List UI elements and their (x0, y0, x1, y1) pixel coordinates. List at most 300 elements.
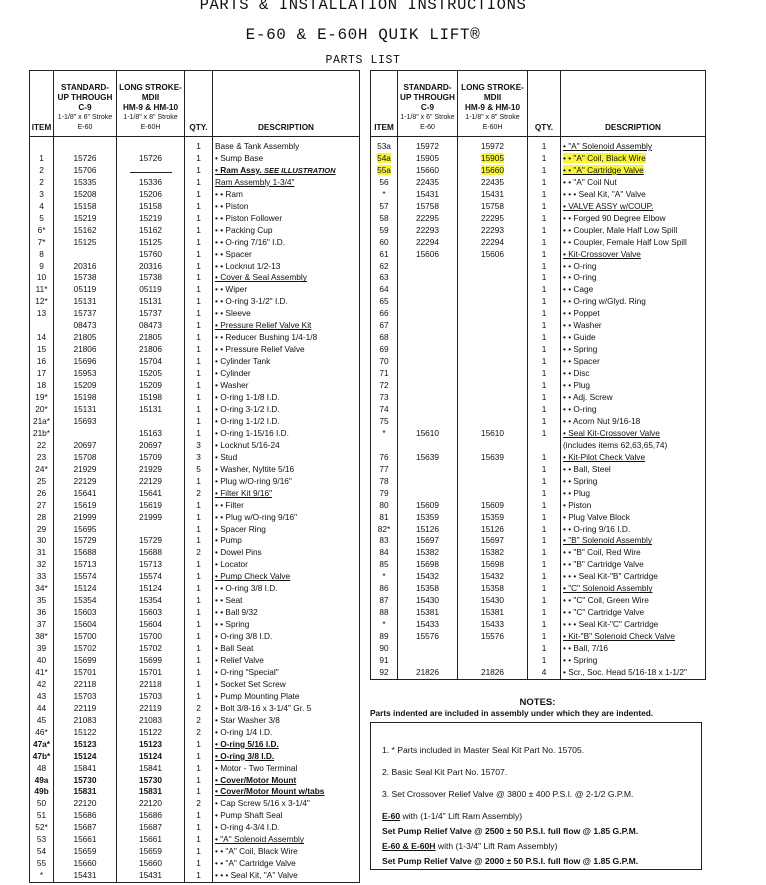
item-cell (30, 428, 54, 440)
item-cell (30, 177, 54, 189)
description-cell (213, 189, 360, 201)
description-cell (561, 559, 706, 571)
item-cell (371, 476, 398, 488)
description-cell (213, 822, 360, 834)
description-cell (213, 798, 360, 810)
standard-part-cell-text: 08473 (73, 320, 97, 331)
item-cell (30, 858, 54, 870)
standard-part-cell (398, 237, 458, 249)
standard-part-cell-text: 15335 (73, 176, 97, 187)
item-cell (371, 452, 398, 464)
item-cell-text: 4 (39, 200, 44, 211)
description-cell-text: • • Ball, 7/16 (563, 643, 609, 654)
standard-part-cell (54, 249, 117, 261)
item-cell (30, 715, 54, 727)
long-stroke-part-cell-text: 15687 (138, 822, 163, 833)
qty-cell (528, 416, 561, 428)
item-cell (30, 655, 54, 667)
standard-part-cell (398, 177, 458, 189)
item-cell-text: 12* (35, 296, 48, 307)
long-stroke-part-cell (458, 535, 528, 547)
qty-cell (528, 308, 561, 320)
long-stroke-part-cell-text: 15697 (480, 535, 505, 546)
qty-cell (185, 583, 213, 595)
standard-part-cell (54, 272, 117, 284)
long-stroke-part-cell (117, 189, 185, 201)
item-cell (30, 500, 54, 512)
item-cell-text: 55 (36, 858, 47, 869)
standard-part-cell (54, 237, 117, 249)
qty-cell (185, 416, 213, 428)
standard-part-cell (54, 858, 117, 870)
qty-cell-text: 1 (541, 176, 547, 187)
long-stroke-part-cell (117, 667, 185, 679)
item-cell-text: 25 (36, 475, 47, 486)
item-cell (30, 559, 54, 571)
description-cell-text: • • Piston Follower (215, 212, 283, 223)
long-stroke-part-cell (117, 739, 185, 751)
description-cell-text: • • Piston (215, 200, 249, 211)
standard-part-cell-text: 15699 (73, 654, 97, 665)
standard-part-cell (398, 524, 458, 536)
standard-part-cell-text: 15738 (73, 272, 97, 283)
table-row (371, 524, 706, 536)
table-row (30, 153, 360, 165)
qty-cell-text: 1 (541, 654, 547, 665)
description-cell (561, 416, 706, 428)
standard-part-cell (54, 225, 117, 237)
table-row (30, 320, 360, 332)
standard-part-cell (54, 607, 117, 619)
item-cell (371, 619, 398, 631)
description-cell-text: • Ball Seat (215, 643, 254, 654)
long-stroke-part-cell-text: 15359 (480, 511, 505, 522)
long-stroke-part-cell (117, 225, 185, 237)
qty-cell (528, 153, 561, 165)
qty-cell-text: 1 (541, 571, 547, 582)
qty-cell-text: 1 (541, 619, 547, 630)
qty-cell-text: 1 (196, 344, 201, 355)
description-cell-text: • O-ring 4-3/4 I.D. (215, 822, 280, 833)
long-stroke-part-cell (117, 404, 185, 416)
item-cell-text: 53a (377, 141, 391, 151)
item-cell-text: 70 (379, 356, 389, 367)
long-stroke-part-cell (458, 571, 528, 583)
item-cell (30, 440, 54, 452)
item-cell (30, 249, 54, 261)
description-cell-text: • • "A" Cartridge Valve (215, 858, 296, 869)
item-cell (371, 225, 398, 237)
long-stroke-part-cell-text: 15713 (138, 559, 163, 570)
standard-part-cell-text: 15131 (73, 403, 97, 414)
standard-part-cell-text: 15122 (73, 726, 97, 737)
description-cell-text: • Cover/Motor Mount (215, 774, 297, 785)
description-cell (561, 619, 706, 631)
item-cell-text: 9 (39, 260, 44, 271)
qty-cell-text: 1 (196, 212, 201, 223)
table-row (30, 332, 360, 344)
standard-part-cell (54, 320, 117, 332)
qty-cell (528, 392, 561, 404)
item-cell-text: 47a* (32, 738, 51, 749)
description-cell (213, 667, 360, 679)
long-stroke-part-cell (458, 428, 528, 440)
standard-part-cell (54, 261, 117, 273)
qty-cell (528, 284, 561, 296)
long-stroke-part-cell (458, 320, 528, 332)
col-header-qty: QTY. (528, 71, 561, 137)
item-cell-text: * (382, 188, 386, 199)
qty-cell-text: 1 (196, 846, 201, 857)
description-cell-text: • Pump (215, 535, 242, 546)
item-cell-text: 81 (379, 511, 389, 522)
standard-part-cell-text: 22129 (73, 475, 97, 486)
standard-part-cell (54, 571, 117, 583)
description-cell (213, 846, 360, 858)
qty-cell (185, 440, 213, 452)
table-row (30, 822, 360, 834)
qty-cell-text: 1 (196, 403, 201, 414)
e60-text: with (1-1/4" Lift Ram Assembly) (400, 811, 523, 821)
table-row (30, 272, 360, 284)
qty-cell (528, 272, 561, 284)
qty-cell (528, 296, 561, 308)
description-cell (213, 225, 360, 237)
long-stroke-part-cell (458, 213, 528, 225)
qty-cell (185, 834, 213, 846)
qty-cell (185, 798, 213, 810)
standard-part-cell-text: 15659 (73, 846, 97, 857)
qty-cell-text: 1 (196, 308, 201, 319)
long-stroke-part-cell (117, 547, 185, 559)
table-row (371, 296, 706, 308)
item-cell-text: 73 (379, 392, 389, 403)
table-row (30, 512, 360, 524)
qty-cell (185, 619, 213, 631)
table-row (371, 249, 706, 261)
standard-part-cell-text: 15706 (73, 164, 97, 175)
standard-part-cell (398, 201, 458, 213)
long-stroke-part-cell-text: 22293 (480, 224, 505, 235)
description-cell-text: • • Coupler, Male Half Low Spill (563, 224, 678, 235)
qty-cell-text: 1 (541, 260, 547, 271)
long-stroke-part-cell-text: 15219 (138, 212, 163, 223)
qty-cell (185, 476, 213, 488)
standard-part-cell (54, 798, 117, 810)
long-stroke-part-cell (458, 344, 528, 356)
header-text: UP THROUGH (57, 93, 113, 102)
col-header-standard (54, 71, 117, 137)
standard-part-cell-text: 15713 (73, 559, 97, 570)
description-cell (561, 392, 706, 404)
description-cell (213, 715, 360, 727)
description-cell-text: • • Locknut 1/2-13 (215, 260, 281, 271)
item-cell (30, 165, 54, 177)
long-stroke-part-cell-text: 21929 (138, 463, 163, 474)
qty-cell (528, 225, 561, 237)
standard-part-cell-text: 15574 (73, 571, 97, 582)
qty-cell (528, 380, 561, 392)
item-cell-text: 23 (36, 451, 47, 462)
description-cell-text: • "A" Solenoid Assembly (215, 834, 305, 845)
parts-list-heading: PARTS LIST (325, 54, 401, 67)
long-stroke-part-cell (117, 798, 185, 810)
description-cell-text: • • Wiper (215, 284, 248, 295)
standard-part-cell (398, 272, 458, 284)
qty-cell-text: 1 (541, 631, 547, 642)
standard-part-cell (398, 500, 458, 512)
item-cell (30, 320, 54, 332)
table-row (30, 571, 360, 583)
item-cell-text: 89 (379, 631, 389, 642)
qty-cell-text: 1 (196, 643, 201, 654)
header-text: LONG STROKE- (461, 83, 524, 92)
description-cell-text: • • O-ring 3/8 I.D. (215, 583, 278, 594)
table-row (30, 535, 360, 547)
description-cell-text: • • O-ring 3-1/2" I.D. (215, 296, 288, 307)
qty-cell-text: 1 (541, 535, 547, 546)
description-cell (213, 834, 360, 846)
item-cell (30, 703, 54, 715)
item-cell-text: 68 (379, 332, 389, 343)
item-cell (30, 512, 54, 524)
item-cell-text: 14 (36, 332, 47, 343)
qty-cell (185, 786, 213, 798)
table-row (371, 559, 706, 571)
description-cell (561, 225, 706, 237)
description-cell (561, 643, 706, 655)
description-cell (561, 464, 706, 476)
qty-cell-text: 1 (541, 415, 547, 426)
item-cell-text: 43 (36, 690, 47, 701)
qty-cell-text: 1 (196, 619, 201, 630)
standard-part-cell (398, 153, 458, 165)
header-text: 1-1/8" x 6" Stroke (57, 114, 113, 121)
item-cell (371, 356, 398, 368)
description-cell (213, 284, 360, 296)
description-cell-text: Ram Assembly 1-3/4" (215, 176, 295, 187)
item-cell-text: 52* (35, 822, 48, 833)
description-cell (561, 488, 706, 500)
item-cell-text: 41* (35, 666, 48, 677)
table-row (371, 595, 706, 607)
long-stroke-part-cell-text: 15737 (138, 308, 163, 319)
table-row (371, 404, 706, 416)
long-stroke-part-cell-text: 15433 (480, 619, 505, 630)
description-cell-text: • O-ring 3-1/2 I.D. (215, 403, 280, 414)
standard-part-cell-text: 22435 (415, 176, 440, 187)
qty-cell (528, 595, 561, 607)
standard-part-cell (398, 619, 458, 631)
item-cell (30, 571, 54, 583)
long-stroke-part-cell-text: 15432 (480, 571, 505, 582)
item-cell-text: 10 (36, 272, 47, 283)
item-cell (371, 284, 398, 296)
qty-cell-text: 1 (196, 248, 201, 259)
qty-cell-text: 1 (541, 308, 547, 319)
doc-title: PARTS & INSTALLATION INSTRUCTIONS (199, 0, 527, 14)
description-cell-text: • • Filter (215, 499, 244, 510)
table-row (30, 237, 360, 249)
qty-cell-text: 1 (196, 666, 201, 677)
long-stroke-part-cell (458, 452, 528, 464)
qty-cell-text: 1 (196, 380, 201, 391)
description-cell-text: • • Spacer (563, 356, 600, 367)
description-cell-text: • • Coupler, Female Half Low Spill (563, 236, 687, 247)
long-stroke-part-cell-text: 15831 (138, 786, 163, 797)
description-cell (561, 667, 706, 679)
table-row (371, 165, 706, 177)
qty-cell-text: 1 (196, 690, 201, 701)
long-stroke-part-cell-text: 15163 (138, 427, 163, 438)
item-cell-text: 1 (39, 152, 44, 163)
long-stroke-part-cell (458, 583, 528, 595)
description-cell (213, 308, 360, 320)
qty-cell (185, 535, 213, 547)
description-cell-text: • • Guide (563, 332, 596, 343)
table-row (30, 786, 360, 798)
item-cell (30, 679, 54, 691)
table-row (30, 834, 360, 846)
standard-part-cell (398, 631, 458, 643)
table-row (30, 213, 360, 225)
qty-cell (528, 428, 561, 440)
description-cell-text: • Scr., Soc. Head 5/16-18 x 1-1/2" (563, 666, 687, 677)
table-row (371, 512, 706, 524)
item-cell-text: 21a* (32, 415, 51, 426)
long-stroke-part-cell (458, 595, 528, 607)
item-cell (30, 237, 54, 249)
long-stroke-part-cell (458, 476, 528, 488)
standard-part-cell (398, 189, 458, 201)
qty-cell (185, 691, 213, 703)
item-cell (30, 727, 54, 739)
standard-part-cell-text: 15126 (415, 523, 440, 534)
long-stroke-part-cell-text: 15209 (138, 380, 163, 391)
qty-cell (185, 512, 213, 524)
item-cell (30, 368, 54, 380)
qty-cell (528, 404, 561, 416)
qty-cell (528, 607, 561, 619)
description-cell (213, 153, 360, 165)
description-cell (561, 571, 706, 583)
table-row (371, 655, 706, 667)
standard-part-cell-text: 15729 (73, 535, 97, 546)
description-cell-text: • • Spring (563, 344, 598, 355)
item-cell (371, 320, 398, 332)
item-cell-text: 47b* (32, 750, 51, 761)
standard-part-cell (398, 547, 458, 559)
table-row (30, 655, 360, 667)
description-cell (213, 631, 360, 643)
description-cell-text: • Plug w/O-ring 9/16" (215, 475, 292, 486)
long-stroke-part-cell-text: 15688 (138, 547, 163, 558)
standard-part-cell (54, 344, 117, 356)
standard-part-cell-text: 20316 (73, 260, 97, 271)
standard-part-cell-text: 21929 (73, 463, 97, 474)
standard-part-cell (54, 189, 117, 201)
standard-part-cell-text: 15639 (415, 451, 440, 462)
standard-part-cell (54, 416, 117, 428)
item-cell (371, 153, 398, 165)
standard-part-cell-text: 15726 (73, 152, 97, 163)
long-stroke-part-cell (458, 177, 528, 189)
note-e60h (382, 841, 557, 851)
description-cell (213, 464, 360, 476)
description-cell (213, 177, 360, 189)
table-row (371, 583, 706, 595)
item-cell-text: 27 (36, 499, 47, 510)
item-cell (371, 249, 398, 261)
long-stroke-part-cell-text: 15609 (480, 499, 505, 510)
description-cell-text: • • • Seal Kit, "A" Valve (215, 870, 298, 881)
long-stroke-part-cell-text: 15703 (138, 690, 163, 701)
description-cell (561, 583, 706, 595)
item-cell-text: 39 (36, 643, 47, 654)
description-cell (561, 500, 706, 512)
standard-part-cell (54, 404, 117, 416)
item-cell (30, 786, 54, 798)
qty-cell (185, 428, 213, 440)
long-stroke-part-cell (117, 237, 185, 249)
item-cell (30, 153, 54, 165)
long-stroke-part-cell (458, 392, 528, 404)
long-stroke-part-cell (117, 153, 185, 165)
qty-cell-text: 1 (196, 224, 201, 235)
long-stroke-part-cell (117, 512, 185, 524)
item-cell-text: 55a (377, 164, 391, 175)
item-cell-text: 11* (35, 284, 48, 295)
description-cell-text: • • Ball 9/32 (215, 607, 258, 618)
table-row (30, 679, 360, 691)
item-cell-text: 53 (36, 834, 47, 845)
qty-cell-text: 1 (196, 595, 201, 606)
item-cell-text: 85 (379, 559, 389, 570)
long-stroke-part-cell (458, 524, 528, 536)
qty-cell-text: 1 (541, 403, 547, 414)
item-cell (30, 535, 54, 547)
long-stroke-part-cell (117, 284, 185, 296)
description-cell-text: Base & Tank Assembly (215, 141, 300, 151)
long-stroke-part-cell (458, 512, 528, 524)
long-stroke-part-cell (458, 249, 528, 261)
table-row (371, 488, 706, 500)
standard-part-cell (54, 870, 117, 882)
standard-part-cell-text: 15431 (73, 870, 97, 881)
long-stroke-part-cell-text: 15661 (138, 834, 163, 845)
item-cell-text: 87 (379, 595, 389, 606)
qty-cell-text: 1 (196, 858, 201, 869)
qty-cell (185, 308, 213, 320)
description-cell-text: • O-ring 1-1/2 I.D. (215, 415, 280, 426)
item-cell-text: 77 (379, 463, 389, 474)
description-cell-text: • Kit-Crossover Valve (563, 248, 641, 259)
qty-cell (528, 201, 561, 213)
standard-part-cell (398, 535, 458, 547)
table-row (30, 751, 360, 763)
standard-part-cell (54, 559, 117, 571)
qty-cell-text: 1 (541, 188, 547, 199)
qty-cell (528, 464, 561, 476)
qty-cell (185, 380, 213, 392)
item-cell-text: 78 (379, 475, 389, 486)
table-row (30, 500, 360, 512)
header-text: STANDARD- (60, 83, 110, 92)
description-cell-text: (includes items 62,63,65,74) (563, 439, 668, 450)
long-stroke-part-cell (117, 595, 185, 607)
description-cell (213, 751, 360, 763)
table-row (30, 619, 360, 631)
